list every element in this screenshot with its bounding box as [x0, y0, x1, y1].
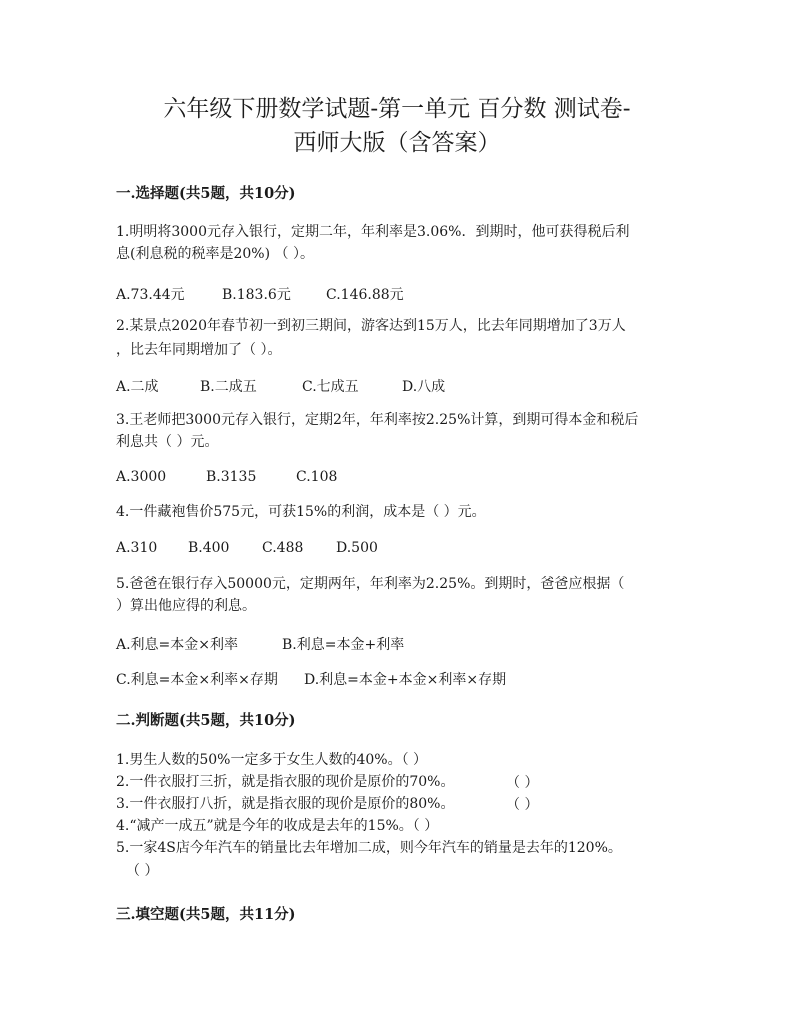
option-b: B.二成五: [200, 379, 257, 395]
question-5-line2: ）算出他应得的利息。: [116, 598, 256, 614]
option-b: B.183.6元: [222, 287, 291, 303]
judgement-item-4: 4.“减产一成五”就是今年的收成是去年的15%。（ ）: [116, 818, 439, 834]
question-2-line2: ，比去年同期增加了（ ）。: [116, 342, 282, 358]
option-d: D.利息=本金+本金×利率×存期: [304, 672, 507, 688]
option-b: B.利息=本金+利率: [282, 637, 405, 653]
judgement-item-3-paren: （ ）: [506, 797, 539, 813]
question-5-line1: 5.爸爸在银行存入50000元，定期两年，年利率为2.25%。到期时，爸爸应根据（: [116, 576, 625, 592]
option-c: C.488: [262, 540, 304, 556]
option-a: A.二成: [116, 379, 159, 395]
question-2-line1: 2.某景点2020年春节初一到初三期间，游客达到15万人，比去年同期增加了3万人: [116, 318, 626, 334]
judgement-item-5-paren: （ ）: [126, 863, 159, 879]
option-c: C.利息=本金×利率×存期: [116, 672, 278, 688]
option-a: A.3000: [116, 469, 167, 485]
option-d: D.八成: [402, 379, 446, 395]
option-c: C.七成五: [302, 379, 359, 395]
option-c: C.108: [296, 469, 338, 485]
section-heading-fill-in: 三.填空题(共5题，共11分): [116, 906, 296, 923]
option-d: D.500: [336, 540, 378, 556]
option-a: A.利息=本金×利率: [116, 637, 239, 653]
question-1-line2: 息(利息税的税率是20%) （ ）。: [116, 246, 314, 262]
question-3-line2: 利息共（ ）元。: [116, 434, 219, 450]
section-heading-choice: 一.选择题(共5题，共10分): [116, 185, 296, 202]
question-4-line1: 4.一件藏袍售价575元，可获15%的利润，成本是（ ）元。: [116, 504, 486, 520]
question-1-line1: 1.明明将3000元存入银行，定期二年，年利率是3.06%．到期时，他可获得税后利: [116, 224, 630, 240]
judgement-item-2-paren: （ ）: [506, 775, 539, 791]
judgement-item-2: 2.一件衣服打三折，就是指衣服的现价是原价的70%。: [116, 774, 455, 790]
option-a: A.310: [116, 540, 158, 556]
option-c: C.146.88元: [326, 287, 404, 303]
section-heading-judgement: 二.判断题(共5题，共10分): [116, 712, 296, 729]
page-title-line2: 西师大版（含答案）: [293, 130, 501, 156]
option-b: B.400: [188, 540, 230, 556]
judgement-item-3: 3.一件衣服打八折，就是指衣服的现价是原价的80%。: [116, 796, 455, 812]
judgement-item-5: 5.一家4S店今年汽车的销量比去年增加二成，则今年汽车的销量是去年的120%。: [116, 840, 622, 856]
option-b: B.3135: [206, 469, 257, 485]
judgement-item-1: 1.男生人数的50%一定多于女生人数的40%。（ ）: [116, 752, 428, 768]
question-3-line1: 3.王老师把3000元存入银行，定期2年，年利率按2.25%计算，到期可得本金和税后: [116, 412, 639, 428]
page-title-line1: 六年级下册数学试题-第一单元 百分数 测试卷-: [163, 96, 631, 122]
option-a: A.73.44元: [116, 287, 185, 303]
